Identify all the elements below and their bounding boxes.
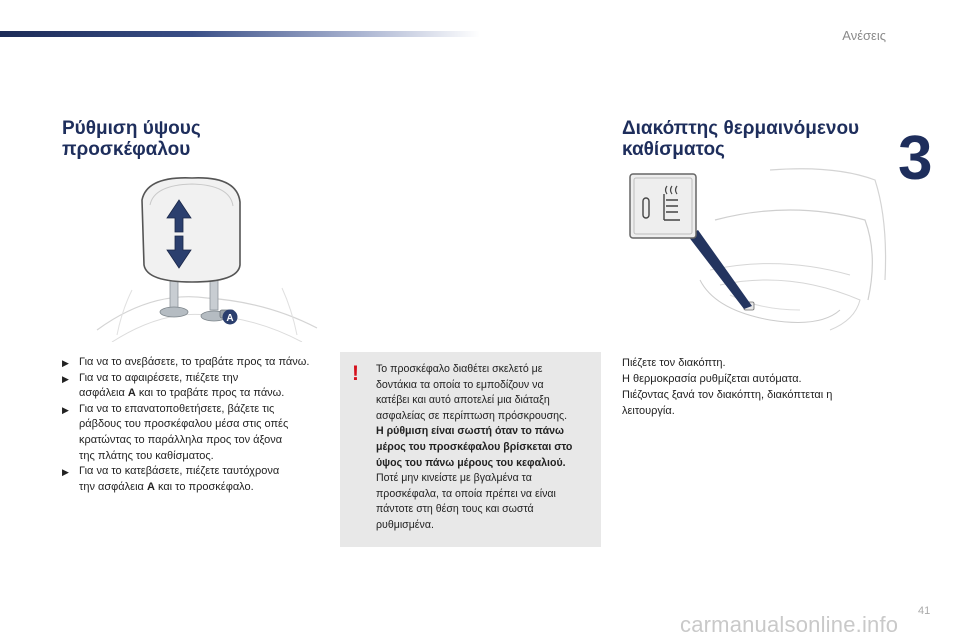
heated-seat-instructions: Πιέζετε τον διακόπτη. Η θερμοκρασία ρυθμίζεται αυτόματα. Πιέζοντας ξανά τον διακόπτη, διακόπτεται η λειτουργία. [622, 357, 833, 417]
bullet-arrow-icon: ▶ [62, 467, 69, 478]
list-item: ▶ Για να το επανατοποθετήσετε, βάζετε τις ράβδους του προσκέφαλου μέσα στις οπές κρατώντας το παράλληλα προς τον άξονα της πλάτης του καθίσματος. [62, 402, 289, 462]
heated-seat-title: Διακόπτης θερμαινόμενου καθίσματος [622, 118, 860, 160]
watermark: carmanualsonline.info [680, 612, 899, 637]
section-label: Ανέσεις [842, 28, 886, 43]
chapter-number: 3 [898, 124, 933, 193]
list-item: ▶ Για να το κατεβάσετε, πιέζετε ταυτόχρονα την ασφάλεια A και το προσκέφαλο. [62, 465, 280, 493]
list-item: ▶ Για να το ανεβάσετε, το τραβάτε προς τα πάνω. [62, 355, 332, 371]
headrest-instructions [62, 355, 332, 495]
headrest-title: Ρύθμιση ύψους προσκέφαλου [62, 118, 201, 160]
callout-a-label: A [226, 313, 234, 324]
heated-seat-illustration [620, 160, 890, 340]
page-number: 41 [918, 605, 931, 617]
bullet-arrow-icon: ▶ [62, 358, 69, 368]
list-item: ▶ Για να το αφαιρέσετε, πιέζετε την ασφάλεια A και το τραβάτε προς τα πάνω. [62, 371, 285, 400]
bullet-arrow-icon: ▶ [62, 404, 69, 415]
warning-text: Το προσκέφαλο διαθέτει σκελετό με δοντάκια τα οποία το εμποδίζουν να κατέβει και αυτό αποτελεί μια διάταξη ασφαλείας σε περίπτωση πρόσκρουσης. Η ρύθμιση είναι σωστή όταν το πάνω μέρος του προσκέφαλου βρίσκεται στο ύψος του πάνω μέρους του κεφαλιού. Ποτέ μην κινείστε με βγαλμένα τα προσκέφαλα, τα οποία πρέπει να είναι πάντοτε στη θέση τους και σωστά ρυθμισμένα. [376, 363, 573, 531]
warning-exclamation-icon: ! [352, 362, 359, 385]
headrest-illustration [92, 170, 322, 342]
header-gradient-bar [0, 31, 480, 37]
bullet-arrow-icon: ▶ [62, 373, 69, 384]
